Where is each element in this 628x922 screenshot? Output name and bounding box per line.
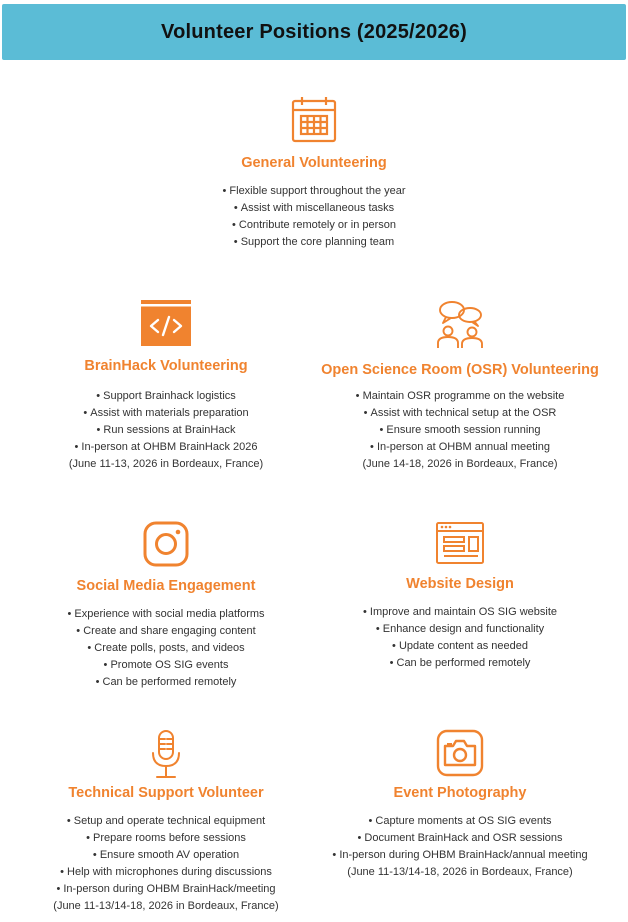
list-item: • Capture moments at OS SIG events xyxy=(310,813,610,830)
section-event-photography xyxy=(310,729,610,881)
date-note: (June 11-13/14-18, 2026 in Bordeaux, France) xyxy=(53,900,279,912)
duties-list xyxy=(16,606,316,691)
duties-list xyxy=(16,813,316,915)
section-title: Open Science Room (OSR) Volunteering xyxy=(321,362,599,378)
section-brainhack-volunteering xyxy=(16,300,316,473)
date-note: (June 11-13, 2026 in Bordeaux, France) xyxy=(68,458,264,470)
list-item: • Can be performed remotely xyxy=(16,674,316,691)
list-item: • Help with microphones during discussions xyxy=(16,864,316,881)
section-title: Website Design xyxy=(406,576,514,592)
list-item: • In-person at OHBM BrainHack 2026 xyxy=(16,439,316,456)
list-item: • Assist with technical setup at the OSR xyxy=(310,405,610,422)
list-item: • Flexible support throughout the year xyxy=(164,183,464,200)
duties-list xyxy=(164,183,464,251)
section-title: Technical Support Volunteer xyxy=(68,785,264,801)
list-item: • Support Brainhack logistics xyxy=(16,388,316,405)
list-item: • Ensure smooth AV operation xyxy=(16,847,316,864)
duties-list xyxy=(310,813,610,881)
page-title: Volunteer Positions (2025/2026) xyxy=(161,20,467,43)
section-title: BrainHack Volunteering xyxy=(84,358,248,374)
list-item: • Contribute remotely or in person xyxy=(164,217,464,234)
microphone-icon xyxy=(149,729,183,781)
section-osr-volunteering xyxy=(310,300,610,473)
website-layout-icon xyxy=(435,520,485,566)
list-item: • Experience with social media platforms xyxy=(16,606,316,623)
list-item: • Improve and maintain OS SIG website xyxy=(310,604,610,621)
instagram-icon xyxy=(142,520,190,568)
duties-list xyxy=(310,604,610,672)
list-item: • Update content as needed xyxy=(310,638,610,655)
list-item: • Can be performed remotely xyxy=(310,655,610,672)
list-item: • Create polls, posts, and videos xyxy=(16,640,316,657)
list-item: • Run sessions at BrainHack xyxy=(16,422,316,439)
section-title: Event Photography xyxy=(393,785,527,801)
list-item: • Setup and operate technical equipment xyxy=(16,813,316,830)
camera-icon xyxy=(436,729,484,777)
list-item: • In-person during OHBM BrainHack/annual meeting xyxy=(310,847,610,864)
section-general-volunteering xyxy=(164,95,464,251)
list-item: • Prepare rooms before sessions xyxy=(16,830,316,847)
list-item: • Support the core planning team xyxy=(164,234,464,251)
section-title: General Volunteering xyxy=(241,155,387,171)
section-title: Social Media Engagement xyxy=(76,578,256,594)
list-item: • Maintain OSR programme on the website xyxy=(310,388,610,405)
list-item: • Promote OS SIG events xyxy=(16,657,316,674)
duties-list xyxy=(16,388,316,473)
list-item: • Document BrainHack and OSR sessions xyxy=(310,830,610,847)
section-social-media xyxy=(16,520,316,691)
duties-list xyxy=(310,388,610,473)
discussion-icon xyxy=(434,300,486,350)
list-item: • In-person at OHBM annual meeting xyxy=(310,439,610,456)
section-technical-support xyxy=(16,729,316,915)
date-note: (June 11-13/14-18, 2026 in Bordeaux, France) xyxy=(347,866,573,878)
section-website-design xyxy=(310,520,610,672)
calendar-icon xyxy=(290,95,338,145)
date-note: (June 14-18, 2026 in Bordeaux, France) xyxy=(362,458,558,470)
list-item: • Enhance design and functionality xyxy=(310,621,610,638)
list-item: • Assist with materials preparation xyxy=(16,405,316,422)
list-item: • Assist with miscellaneous tasks xyxy=(164,200,464,217)
code-window-icon xyxy=(141,300,191,346)
list-item: • Create and share engaging content xyxy=(16,623,316,640)
list-item: • Ensure smooth session running xyxy=(310,422,610,439)
list-item: • In-person during OHBM BrainHack/meeting xyxy=(16,881,316,898)
header-banner xyxy=(2,4,626,60)
